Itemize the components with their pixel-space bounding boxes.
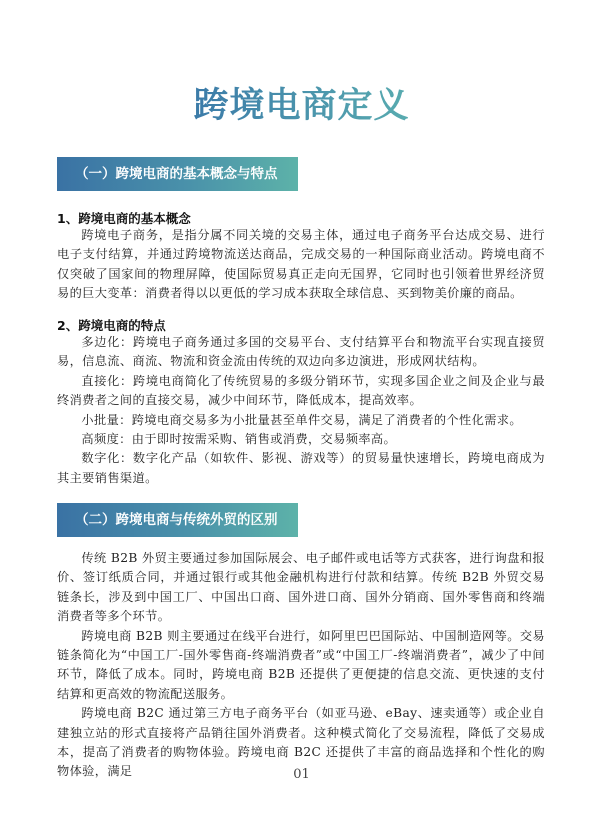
paragraph-traditional-b2b: 传统 B2B 外贸主要通过参加国际展会、电子邮件或电话等方式获客，进行询盘和报价、签订纸质合同，并通过银行或其他金融机构进行付款和结算。传统 B2B 外贸交易链条长，涉及到中国工厂、中国出口商、国外进口商、国外分销商、国外零售商和终端消费者等多个环节。 bbox=[57, 551, 545, 624]
section-header-basic-concepts: （一）跨境电商的基本概念与特点 bbox=[57, 157, 298, 191]
subheading-basic-concept: 1、跨境电商的基本概念 bbox=[57, 211, 191, 226]
page-title: 跨境电商定义 bbox=[0, 78, 603, 128]
section-header-differences: （二）跨境电商与传统外贸的区别 bbox=[57, 503, 298, 537]
paragraph-cross-border-b2c: 跨境电商 B2C 通过第三方电子商务平台（如亚马逊、eBay、速卖通等）或企业自建独立站的形式直接将产品销往国外消费者。这种模式简化了交易流程，降低了交易成本，提高了消费者的购物体验。跨境电商 B2C 还提供了丰富的商品选择和个性化的购物体验，满足 bbox=[57, 706, 545, 779]
feature-multilateral: 多边化：跨境电子商务通过多国的交易平台、支付结算平台和物流平台实现直接贸易，信息流、商流、物流和资金流由传统的双边向多边演进，形成网状结构。 bbox=[57, 335, 545, 369]
page-number: 01 bbox=[293, 767, 310, 782]
feature-small-batch: 小批量：跨境电商交易多为小批量甚至单件交易，满足了消费者的个性化需求。 bbox=[81, 412, 522, 427]
feature-high-frequency: 高频度：由于即时按需采购、销售或消费，交易频率高。 bbox=[81, 432, 397, 447]
paragraph: 跨境电子商务，是指分属不同关境的交易主体，通过电子商务平台达成交易、进行电子支付结算，并通过跨境物流送达商品，完成交易的一种国际商业活动。跨境电商不仅突破了国家间的物理屏障，使国际贸易真正走向无国界，它同时也引领着世界经济贸易的巨大变革：消费者得以以更低的学习成本获取全球信息、买到物美价廉的商品。 bbox=[57, 228, 545, 301]
paragraph-differences bbox=[57, 549, 545, 782]
paragraph-cross-border-b2b: 跨境电商 B2B 则主要通过在线平台进行，如阿里巴巴国际站、中国制造网等。交易链条简化为“中国工厂-国外零售商-终端消费者”或“中国工厂-终端消费者”，减少了中间环节，降低了成本。同时，跨境电商 B2B 还提供了更便捷的信息交流、更快速的支付结算和更高效的物流配送服务。 bbox=[57, 628, 545, 701]
feature-digital: 数字化：数字化产品（如软件、影视、游戏等）的贸易量快速增长，跨境电商成为其主要销售渠道。 bbox=[57, 451, 545, 485]
feature-direct: 直接化：跨境电商简化了传统贸易的多级分销环节，实现多国企业之间及企业与最终消费者之间的直接交易，减少中间环节，降低成本，提高效率。 bbox=[57, 373, 545, 408]
subheading-features: 2、跨境电商的特点 bbox=[57, 318, 166, 333]
paragraph-features bbox=[57, 333, 545, 488]
paragraph-basic-concept bbox=[57, 226, 545, 304]
